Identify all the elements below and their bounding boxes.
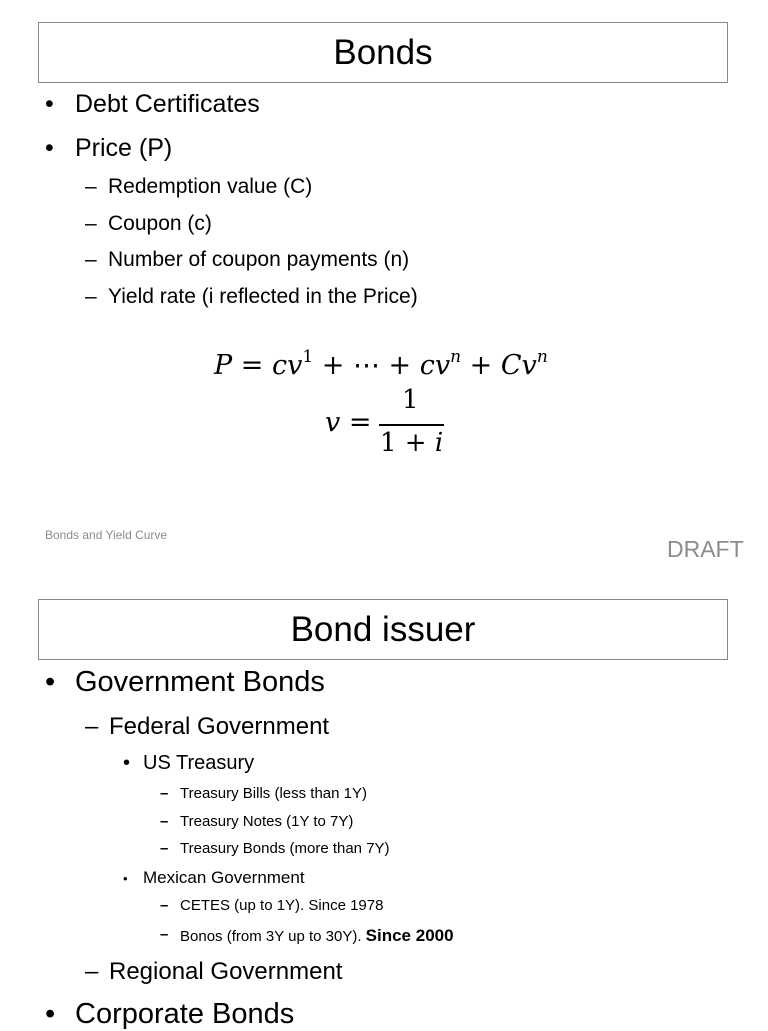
formula-term1-exp: 1 bbox=[302, 347, 314, 367]
bullet-marker: • bbox=[123, 871, 128, 886]
mexico-item-text bbox=[180, 926, 454, 946]
bullet-marker: • bbox=[45, 90, 54, 118]
mexico-item-since: Since 2000 bbox=[365, 926, 454, 945]
formula-plus: + bbox=[461, 350, 501, 381]
v-formula-denominator-one: 1 bbox=[380, 428, 397, 458]
mexico-item-since: Since 1978 bbox=[308, 897, 384, 914]
sub-sub-item-text: US Treasury bbox=[143, 752, 255, 774]
bullet-text: Government Bonds bbox=[75, 666, 325, 698]
dash-marker: – bbox=[85, 958, 99, 985]
dash-marker: – bbox=[160, 785, 169, 802]
slide2-title: Bond issuer bbox=[290, 610, 476, 649]
dash-marker: – bbox=[85, 285, 97, 308]
bullet-text: Corporate Bonds bbox=[75, 998, 295, 1030]
mexico-item-text bbox=[180, 897, 383, 914]
dash-marker: – bbox=[85, 248, 97, 271]
formula-term1-base: cv bbox=[271, 350, 303, 381]
v-formula-denominator-plus: + bbox=[396, 428, 435, 458]
formula-term2-exp: n bbox=[450, 347, 462, 367]
dash-marker: – bbox=[160, 840, 169, 857]
draft-watermark: DRAFT bbox=[667, 536, 744, 562]
sub-item-text: Regional Government bbox=[109, 958, 343, 985]
v-formula-denominator bbox=[380, 428, 443, 458]
sub-item-text: Number of coupon payments (n) bbox=[108, 248, 410, 271]
formula-plus: + bbox=[313, 350, 353, 381]
bullet-marker: • bbox=[123, 752, 131, 774]
sub-sub-item-text: Mexican Government bbox=[143, 868, 305, 887]
bullet-text: Debt Certificates bbox=[75, 90, 260, 118]
v-formula-eq: = bbox=[340, 407, 372, 438]
dash-marker: – bbox=[85, 212, 97, 235]
dash-marker: – bbox=[160, 897, 169, 914]
v-formula-denominator-i: i bbox=[434, 428, 444, 458]
dash-marker: – bbox=[160, 926, 169, 943]
price-formula bbox=[214, 347, 548, 381]
slide1-title: Bonds bbox=[333, 33, 433, 72]
mexico-item-text-main: CETES (up to 1Y). bbox=[180, 897, 309, 914]
dash-marker: – bbox=[160, 813, 169, 830]
bullet-marker: • bbox=[45, 998, 56, 1030]
treasury-item-text: Treasury Bonds (more than 7Y) bbox=[180, 840, 390, 857]
v-formula-lhs: v bbox=[325, 407, 341, 438]
v-formula-fraction-bar bbox=[379, 424, 444, 426]
formula-lhs: P bbox=[214, 350, 233, 381]
bullet-text: Price (P) bbox=[75, 134, 173, 162]
bullet-marker: • bbox=[45, 666, 56, 698]
treasury-item-text: Treasury Notes (1Y to 7Y) bbox=[180, 813, 354, 830]
v-formula-numerator: 1 bbox=[402, 385, 419, 415]
sub-item-text: Yield rate (i reflected in the Price) bbox=[108, 285, 418, 308]
slide1-footer: Bonds and Yield Curve bbox=[45, 528, 168, 542]
treasury-item-text: Treasury Bills (less than 1Y) bbox=[180, 785, 368, 802]
sub-item-text: Coupon (c) bbox=[108, 212, 212, 235]
dash-marker: – bbox=[85, 175, 97, 198]
formula-term2-base: cv bbox=[419, 350, 451, 381]
sub-item-text: Redemption value (C) bbox=[108, 175, 313, 198]
formula-plus: + bbox=[379, 350, 420, 381]
mexico-item-text-main: Bonos (from 3Y up to 30Y). bbox=[180, 928, 366, 945]
bullet-marker: • bbox=[45, 134, 54, 162]
formula-eq: = bbox=[232, 350, 272, 381]
formula-term3-exp: n bbox=[536, 347, 548, 367]
formula-dots: ⋯ bbox=[352, 350, 380, 381]
v-formula-lhs-group bbox=[325, 407, 371, 438]
dash-marker: – bbox=[85, 713, 99, 740]
slide1-title-box bbox=[38, 22, 728, 83]
formula-term3-base: Cv bbox=[500, 350, 537, 381]
sub-item-text: Federal Government bbox=[109, 713, 330, 740]
slide2-title-box bbox=[38, 599, 728, 660]
